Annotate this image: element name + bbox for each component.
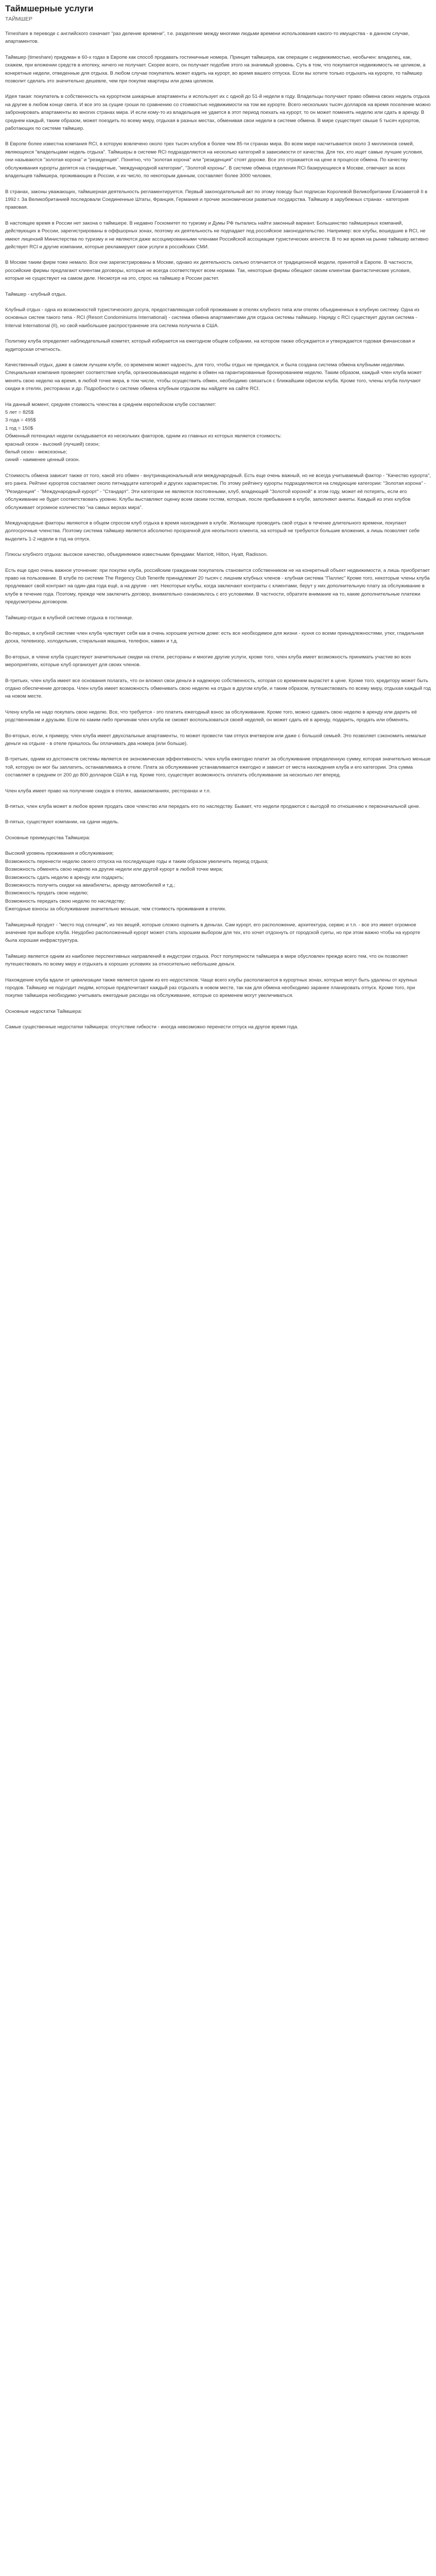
paragraph: Таймшерный продукт - "место под солнцем", из тех вещей, которые сложно оценить в деньгах. Сам курорт, его расположение, архитектура, сервис и т.п. - все это имеет огромное значение при выборе клуба. Неудобно расположенный курорт может стать хорошим выбором для тех, кто хочет отдохнуть от городской суеты, но при этом важно чтобы на курорте была хорошая инфраструктура.: [5, 922, 421, 944]
paragraph: В-пятых, член клуба может в любое время продать свое членство или передать его по наследству. Бывает, что недели продаются с выгодой по отношению к первоначальной цене.: [5, 804, 421, 810]
paragraph: Клубный отдых - одна из возможностей туристического досуга, предоставляющая собой проживание в отелях клубного типа или отелях объединенных в клубную систему. Одна из основных систем такого типа - RCI (Resort Condominiums International) - система обмена апартаментами для отдыха системы таймшер. Наряду с RCI существует другая система - Interval International (II), но свой наибольшее распространение эта система получила в США.: [5, 307, 420, 329]
paragraph: Плюсы клубного отдыха: высокое качество, объединяемое известными брендами: Marriott, Hilton, Hyatt, Radisson.: [5, 552, 268, 558]
paragraph: Нахождение клуба вдали от цивилизации также является одним из его недостатков. Чаще всего клубы располагаются в курортных зонах, которые могут быть удалены от крупных городов. Таймшер не подходит людям, которые предпочитают каждый раз отдыхать в новом месте, так как для обмена необходимо заранее планировать отпуск. Кроме того, при покупке таймшера необходимо учитывать ежегодные расходы на обслуживание, которые со временем могут увеличиваться.: [5, 977, 417, 999]
paragraph: Высокий уровень проживания и обслуживания; Возможность перенести неделю своего отпуска на последующие годы и таким образом увеличить период отдыха; Возможность обменять свою неделю на другие недели или другой курорт в любой точке мира; Возможность сдать неделю в аренду или подарить; Возможность получить скидки на авиабилеты, аренду автомобилей и т.д.; Возможность продать свою неделю; Возможность передать свою неделю по наследству; Ежегодные взносы за обслуживание значительно меньше, чем стоимость проживания в отелях.: [5, 851, 269, 912]
paragraph: Стоимость обмена зависит также от того, какой это обмен - внутринациональный или международный. Есть еще очень важный, но не всегда учитываемый фактор - "Качество курорта", его ранга. Рейтинг курортов составляет около пятнадцати категорий и других характеристик. По этому рейтингу курорты подразделяются на следующие категории: "Золотая корона" - "Резиденция" - "Международный курорт" - "Стандарт". Эти категории не являются постоянными, клуб, владеющий "Золотой короной" в этом году, может её потерять, если его обслуживание не будет соответствовать уровню. Клубы выставляют оценку всем своим гостям, которые, после пребывания в клубе, заполняют анкеты. Каждый из этих клубов обслуживает огромное количество "на самых верхах мира".: [5, 472, 431, 511]
paragraph: Timeshare в переводе с английского означает "раз деление времени", т.е. разделение между многими людьми времени использования какого-то имущества - в данном случае, апартаментов.: [5, 31, 410, 45]
paragraph: Идея такая: покупатель в собственность на курортном шикарные апартаменты и использует их с одной до 51-й недели в году. Владельцы получают право обмена своих недель отдыха на другие в любом конце света. И все это за сущие гроши по сравнению со стоимостью недвижимости на том же курорте. Всего нескольких тысяч долларов на время поселение можно забронировать апартаменты во многих странах мира. И если кому-то из владельцев не удается в этот период поехать на курорт, то он может поменять неделю или сдать в аренду. В среднем каждый, таким образом, может поездить по всему миру, отдыхая в разных местах, обменивая свои недели в системе обмена. В мире существует свыше 5 тысяч курортов, работающих по системе таймшер.: [5, 94, 431, 132]
paragraph: Международные факторы являются в общем спросом клуб отдыха в время нахождения в клубе. Желающие проводить свой отдых в течение длительного времени, покупают долгосрочные членства. Поэтому система таймшер является абсолютно прозрачной для неопытного клиента, на который не требуются большие вложения, а лишь позволяет себе выделить 1-2 недели в год на отпуск.: [5, 520, 420, 542]
paragraph: Таймшер (timeshare) придуман в 60-х годах в Европе как способ продавать гостиничные номера. Принцип таймшера, как операции с недвижимостью, необычен: владелец, как, скажем, при вложении средств в ипотеку, ничего не получает. Скорее всего, он получает подобие этого на значимый уровень. Суть в том, что покупается недвижимость не целиком, а конкретные недели, отведенные для отдыха. В любом случае покупатель может ездить на курорт, во время вашего отпуска. Если вы хотите только отдыхать на курорте, то таймшер позволит сделать это значительно дешевле, чем при покупке квартиры или дома целиком.: [5, 54, 426, 84]
paragraph: Член клуба имеет право на получение скидок в отелях, авиакомпаниях, ресторанах и т.п.: [5, 788, 211, 794]
paragraph: В Москве таким фирм тоже немало. Все они зарегистрированы в Москве, однако их деятельность сильно отличается от традиционной модели, принятой в Европе. В частности, российские фирмы предлагают клиентам договоры, которые не всегда соответствуют всем нормам. Так, некоторые фирмы обещают своим клиентам фантастические условия, которые не существуют на самом деле. Несмотря на это, спрос на таймшер в России растет.: [5, 260, 413, 282]
paragraph: Таймшер-отдых в клубной системе отдыха в гостинице.: [5, 615, 133, 621]
paragraph: Таймшер является одним из наиболее перспективных направлений в индустрии отдыха. Рост популярности таймшера в мире обусловлен прежде всего тем, что он позволяет путешествовать по всему миру и отдыхать в хороших условиях за относительно небольшие деньги.: [5, 953, 408, 968]
paragraph: В-третьих, одним из достоинств системы является ее экономическая эффективность: член клуба ежегодно платит за обслуживание определенную сумму, которая значительно меньше той, которую он мог бы заплатить, останавливаясь в отеле. Плата за обслуживание устанавливается ежегодно и зависит от места нахождения клуба и его категории. Эта сумма составляет в среднем от 200 до 800 долларов США в год. Кроме того, существует возможность оплатить обслуживание за несколько лет вперед.: [5, 756, 431, 778]
paragraph: Качественный отдых, даже в самом лучшем клубе, со временем может надоесть, для того, чтобы отдых не приедался, и была создана система обмена клубными неделями. Специальная компания проверяет соответствие клуба, организовывающая неделю в обмен на гарантированные бронированием неделю. Таким образом, каждый член клуба может менять свою неделю на время, в любой точке мира, в том числе, чтобы осуществить обмен, необходимо связаться с ближайшим офисом клуба. Кроме того, члены клуба получают скидки в отелях, ресторанах и др. Подробности о системе обмена клубным отдыхом вы найдете на сайте RCI.: [5, 362, 422, 392]
paragraph: Таймшер - клубный отдых.: [5, 291, 67, 297]
paragraph: На данный момент, средняя стоимость членства в среднем европейском клубе составляет: 5 лет = 825$ 3 года = 495$ 1 год = 150$ Обменный потенциал недели складывается из нескольких факторов, одним из главных из которых является стоимость: красный сезон - высокий (лучший) сезон; белый сезон - межсезонье; синий - наименее ценный сезон.: [5, 401, 282, 463]
paragraph: В-пятых, существуют компании, на сдачи недель.: [5, 819, 119, 825]
paragraph: В странах, законы уважающих, таймшерная деятельность регламентируется. Первый законодательный акт по этому поводу был подписан Королевой Великобритании Елизаветой II в 1992 г. За Великобританией последовали Соединенные Штаты, Франция, Германия и прочие экономически развитые государства. Таймшер в зарубежных странах - категория правовая.: [5, 189, 428, 211]
paragraph: Члену клуба не надо покупать свою неделю. Все, что требуется - это платить ежегодный взнос за обслуживание. Кроме того, можно сдавать свою неделю в аренду или дарить её родственникам и друзьям. Если по каким-либо причинам член клуба не сможет воспользоваться своей неделей, он может сдать её в аренду, подарить, продать или обменять.: [5, 709, 417, 723]
paragraph: В-третьих, член клуба имеет все основания полагать, что он вложил свои деньги в надежную собственность, которая со временем вырастет в цене. Кроме того, кредитору может быть отдано обеспечение договора. Член клуба имеет возможность обменивать свою неделю на отдых в другом клубе, и таким образом, путешествовать по всему миру, отдыхая каждый год на новом месте.: [5, 677, 431, 700]
page-title: Таймшерные услуги: [5, 4, 94, 13]
paragraph: Основные преимущества Таймшера:: [5, 835, 91, 841]
paragraph: Основные недостатки Таймшера:: [5, 1008, 82, 1014]
paragraph: Есть еще одно очень важное уточнение: при покупке клуба, российским гражданам покупатель становится собственником не на конкретный объект недвижимости, а лишь приобретает право на пользование. В клубе по системе The Regency Club Tenerife принадлежит 20 тысяч с лишним клубных членов - клубная система "Паллис" Кроме того, некоторые члены клуба продлевают свой контракт на один-два года ещё, а на другие - нет. Некоторые клубы, когда заключают контракты с клиентами, берут у них дополнительную плату за обслуживание в клубе в течение года. Поэтому, прежде чем заключить договор, внимательно ознакомьтесь с его условиями. В частности, обратите внимание на то, какие дополнительные платежи предусмотрены договором.: [5, 567, 430, 605]
paragraph: В Европе более известна компания RCI, в которую вовлечено около трех тысяч клубов в более чем 85-ти странах мира. Во всем мире насчитывается около 3 миллионов семей, являющихся "владельцами недель отдыха". Таймшеры в системе RCI подразделяются на несколько категорий в зависимости от качества. Для тех, кто ищет самые лучшие условия, они называются "золотая корона" и "резиденция". Понятно, что "золотая корона" или "резиденция" стоят дороже. Все это отражается на цене в процессе обмена. По качеству обслуживания курорты делятся на стандартные, "международной категории", "Золотой короны". В системе обмена отделения RCI базирующиеся в Москве, отвечают за всех владельцев таймшера, проживающих в России, и их число, по некоторым данным, составляет более 3000 человек.: [5, 141, 423, 179]
paragraph: Во-вторых, в члене клуба существуют значительные скидки на отели, рестораны и многие другие услуги, кроме того, член клуба имеет возможность принимать участие во всех мероприятиях, которые клуб организует для своих членов.: [5, 654, 411, 668]
paragraph: Самые существенные недостатки таймшера: отсутствие гибкости - иногда невозможно перенести отпуск на другое время года.: [5, 1024, 299, 1030]
paragraph: В настоящее время в России нет закона о таймшере. В недавно Госкомитет по туризму и Думы РФ пытались найти законный вариант. Большинство таймшерных компаний, действующих в России, зарегистрированы в оффшорных зонах, поэтому их деятельность не подпадает под российское законодательство. Например: все клубы, вошедшие в RCI, не имеют лицензий Министерства по туризму и не являются даже ассоциированными членами Российской ассоциации туристических агентств. В то же время на рынке таймшер активно действует RCI и другие компании, которые рекламируют свои услуги в российских СМИ.: [5, 220, 429, 250]
paragraph: Политику клуба определяет наблюдательный комитет, который избирается на ежегодном общем собрании, на котором также обсуждается и утверждается годовая финансовая и аудиторская отчетность.: [5, 338, 415, 352]
paragraph: Во-вторых, если, к примеру, член клуба имеет двухспальные апартаменты, то может провести там отпуск вчетвером или даже с большой семьей. Это позволяет сэкономить немалые деньги на отдыхе - в отеле пришлось бы оплачивать два номера (или больше).: [5, 733, 426, 747]
page-subtitle: ТАЙМШЕР: [5, 16, 32, 22]
paragraph: Во-первых, в клубной системе член клуба чувствует себя как в очень хорошем уютном доме: есть все необходимое для жизни - кухня со всеми принадлежностями, утюг, гладильная доска, телевизор, холодильник, стиральная машина, телефон, камин и т.д.: [5, 630, 424, 645]
